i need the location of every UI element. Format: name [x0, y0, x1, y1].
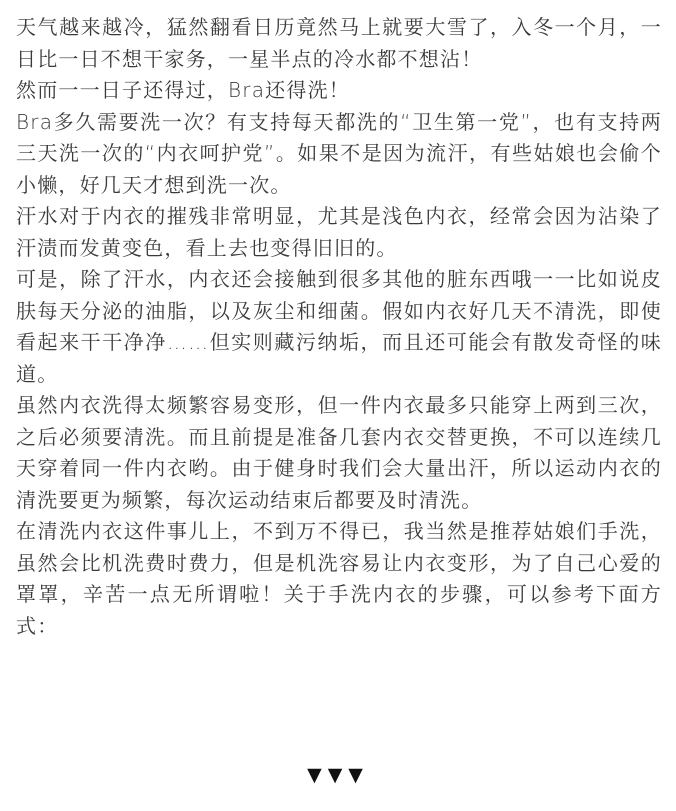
down-arrows-icon: ▼▼▼	[307, 764, 369, 786]
paragraph-how-often: Bra多久需要洗一次？有支持每天都洗的“卫生第一党”，也有支持两三天洗一次的“内衣呵护党”。如果不是因为流汗，有些姑娘也会偷个小懒，好几天才想到洗一次。	[16, 109, 662, 197]
paragraph-sweat: 汗水对于内衣的摧残非常明显，尤其是浅色内衣，经常会因为沾染了汗渍而发黄变色，看上去也变得旧旧的。	[16, 204, 662, 260]
paragraph-hand-wash: 在清洗内衣这件事儿上，不到万不得已，我当然是推荐姑娘们手洗，虽然会比机洗费时费力，但是机洗容易让内衣变形，为了自己心爱的罩罩，辛苦一点无所谓啦！关于手洗内衣的步骤，可以参考下面方式：	[16, 519, 662, 638]
paragraph-still-wash: 然而一一日子还得过，Bra还得洗！	[16, 78, 350, 102]
paragraph-other-dirt: 可是，除了汗水，内衣还会接触到很多其他的脏东西哦一一比如说皮肤每天分泌的油脂，以及灰尘和细菌。假如内衣好几天不清洗，即使看起来干干净净……但实则藏污纳垢，而且还可能会有散发奇怪的味道。	[16, 267, 662, 386]
paragraph-frequency: 虽然内衣洗得太频繁容易变形，但一件内衣最多只能穿上两到三次，之后必须要清洗。而且前提是准备几套内衣交替更换，不可以连续几天穿着同一件内衣哟。由于健身时我们会大量出汗，所以运动内衣的清洗要更为频繁，每次运动结束后都要及时清洗。	[16, 393, 662, 512]
paragraph-intro: 天气越来越冷，猛然翻看日历竟然马上就要大雪了，入冬一个月，一日比一日不想干家务，一星半点的冷水都不想沾！	[16, 15, 662, 71]
